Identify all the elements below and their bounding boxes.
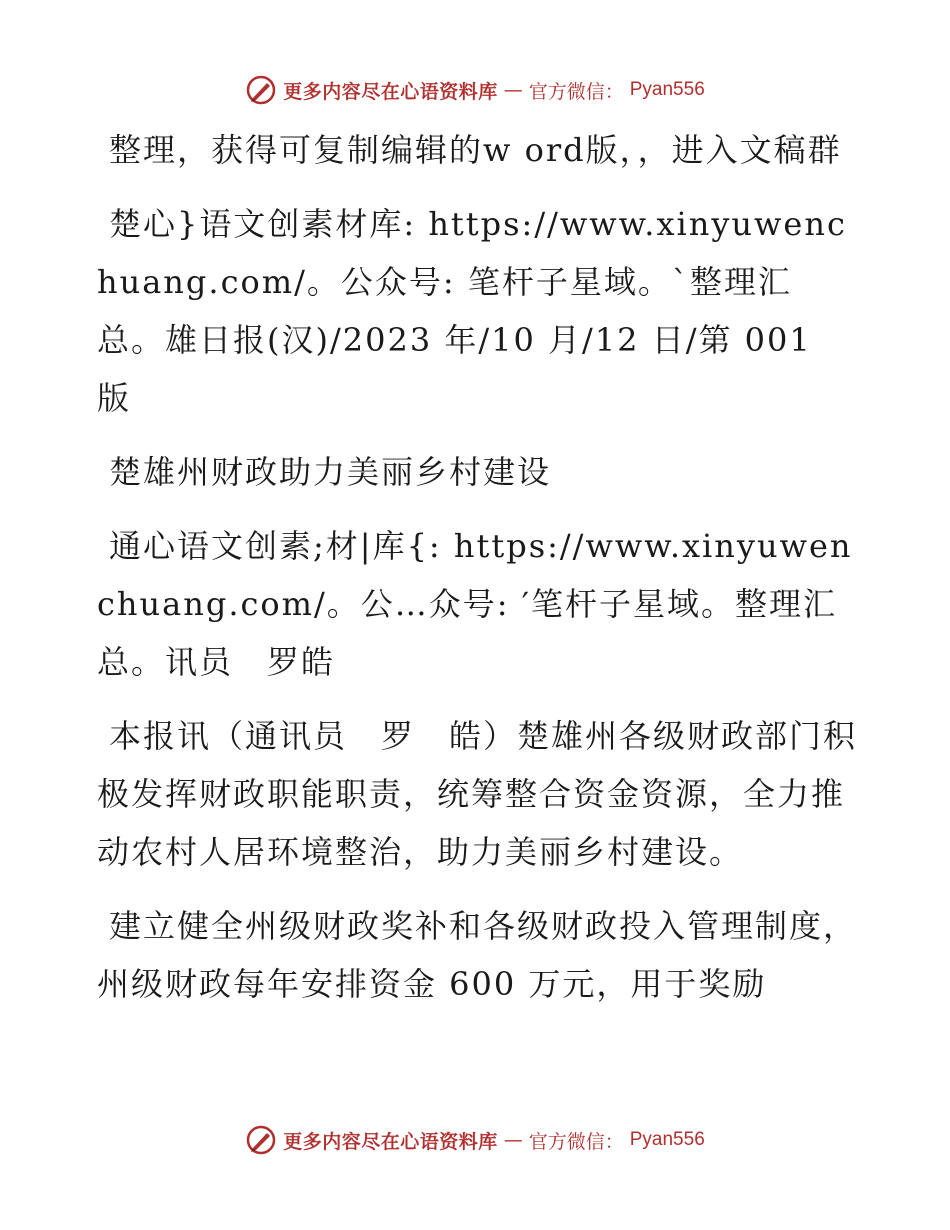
footer-title: 更多内容尽在心语资料库 (283, 1130, 498, 1153)
footer-official-label: 官方微信： (528, 1130, 624, 1153)
pen-logo-icon (245, 74, 277, 106)
paragraph-text: 本报讯（通讯员 罗 皓）楚雄州各级财政部门积极发挥财政职能职责，统筹整合资金资源，全力推动农村人居环境整治，助力美丽乡村建设。 (97, 717, 858, 871)
footer-wechat-id: Pyan556 (629, 1129, 705, 1150)
paragraph (97, 195, 857, 427)
paragraph-text: 楚心}语文创素材库: https://www.xinyuwenchuang.com/。公众号: 笔杆子星域。`整理汇总。雄日报(汉)/2023 年/10 月/12 日/第 001 版 (97, 205, 847, 417)
document-body (97, 121, 857, 1029)
header-wechat-id: Pyan556 (629, 79, 705, 100)
paragraph (97, 517, 857, 691)
paragraph-text: 楚雄州财政助力美丽乡村建设 (109, 453, 552, 491)
paragraph (97, 897, 857, 1013)
paragraph-text: 整理，获得可复制编辑的w ord版，，进入文稿群 (109, 131, 842, 169)
paragraph (97, 707, 857, 881)
header-banner (0, 72, 950, 108)
header-official-label: 官方微信： (528, 80, 624, 103)
pen-logo-icon (245, 1124, 277, 1156)
paragraph (97, 443, 857, 501)
paragraph-text: 通心语文创素;材|库{: https://www.xinyuwenchuang.com/。公…众号: ′笔杆子星域。整理汇总。讯员 罗皓 (97, 527, 853, 681)
footer-separator: — (503, 1129, 523, 1151)
footer-banner (0, 1122, 950, 1158)
paragraph (97, 121, 857, 179)
header-title: 更多内容尽在心语资料库 (283, 80, 498, 103)
paragraph-text: 建立健全州级财政奖补和各级财政投入管理制度，州级财政每年安排资金 600 万元，用于奖励 (97, 907, 858, 1003)
header-separator: — (503, 79, 523, 101)
